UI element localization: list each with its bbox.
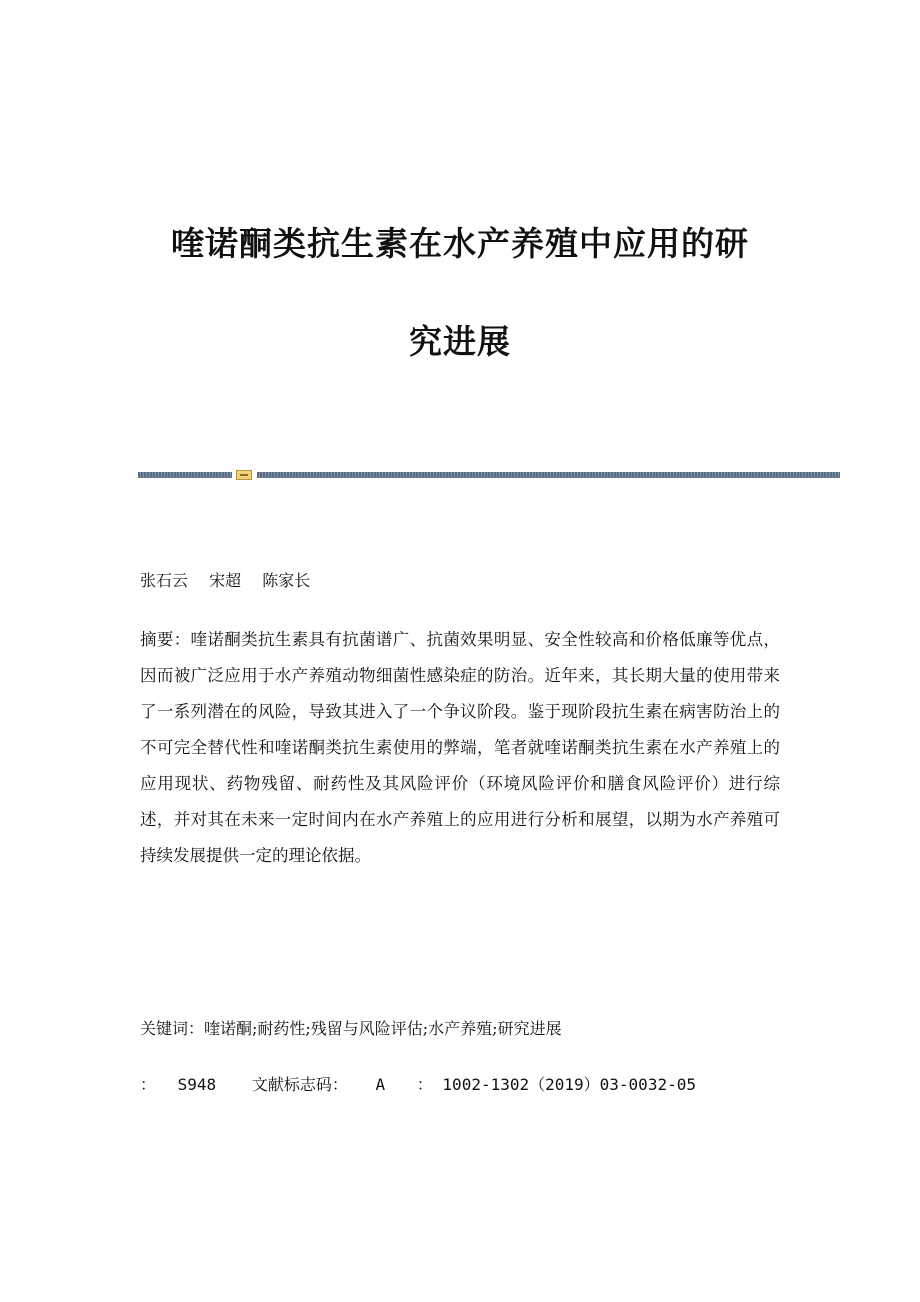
clc-prefix: ：	[140, 1075, 157, 1094]
title-divider	[138, 470, 840, 479]
document-code-label: 文献标志码：	[251, 1075, 348, 1094]
title-line-1: 喹诺酮类抗生素在水产养殖中应用的研	[171, 224, 749, 263]
keywords: 关键词：喹诺酮;耐药性;残留与风险评估;水产养殖;研究进展	[140, 1019, 562, 1038]
issn-prefix: ：	[416, 1075, 433, 1094]
clc-number: S948	[177, 1075, 217, 1094]
document-code-value: A	[375, 1075, 386, 1094]
title-line-2: 究进展	[409, 322, 511, 361]
classification-info	[140, 1072, 696, 1095]
author-name: 陈家长	[262, 571, 311, 590]
divider-right-bar	[257, 472, 840, 478]
author-list	[140, 568, 310, 591]
abstract: 摘要：喹诺酮类抗生素具有抗菌谱广、抗菌效果明显、安全性较高和价格低廉等优点，因而被广泛应用于水产养殖动物细菌性感染症的防治。近年来，其长期大量的使用带来了一系列潜在的风险，导致其进入了一个争议阶段。鉴于现阶段抗生素在病害防治上的不可完全替代性和喹诺酮类抗生素使用的弊端，笔者就喹诺酮类抗生素在水产养殖上的应用现状、药物残留、耐药性及其风险评价（环境风险评价和膳食风险评价）进行综述，并对其在未来一定时间内在水产养殖上的应用进行分析和展望，以期为水产养殖可持续发展提供一定的理论依据。	[140, 630, 780, 865]
article-number: 1002-1302（2019）03-0032-05	[442, 1075, 696, 1094]
divider-left-bar	[138, 472, 232, 478]
author-name: 宋超	[209, 571, 242, 590]
author-name: 张石云	[140, 571, 189, 590]
ornament-icon	[236, 470, 252, 480]
